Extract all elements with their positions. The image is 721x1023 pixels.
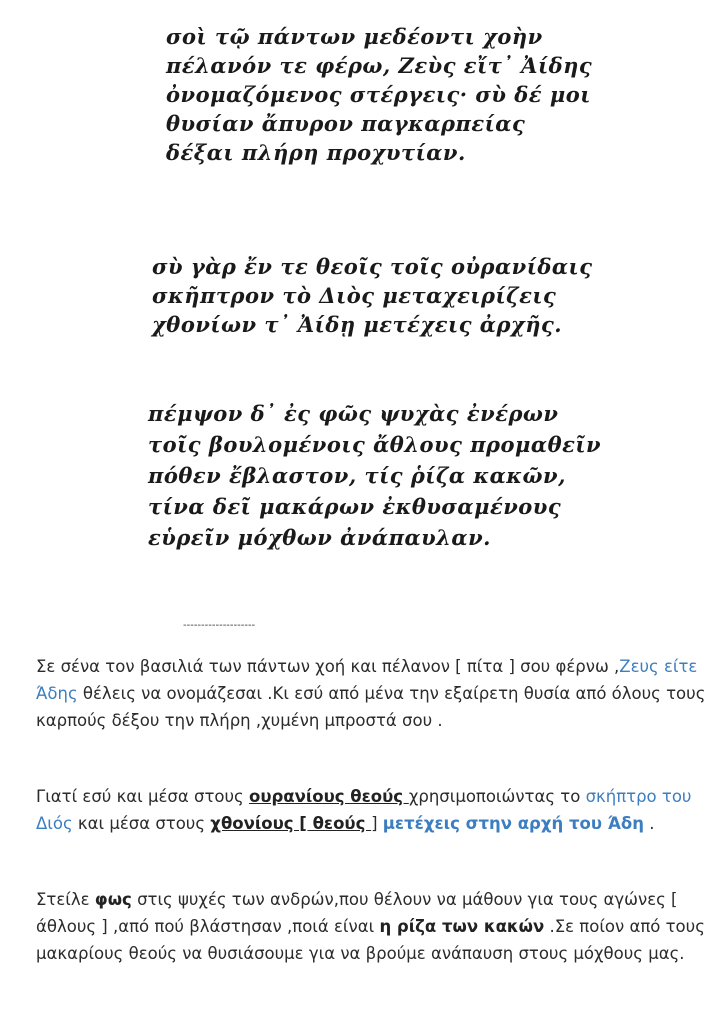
greek-line: χθονίων τ᾽ Ἀίδῃ μετέχεις ἀρχῆς.	[152, 312, 563, 337]
text-run: .	[644, 814, 655, 833]
translation-paragraph-1	[36, 653, 706, 734]
translation-paragraph-2	[36, 783, 706, 837]
text-run: στις ψυχές των ανδρών,που θέλουν να μάθουν για τους αγώνες [ άθλους ] ,από πού βλάστησαν ,ποιά είναι	[36, 890, 678, 936]
greek-stanza-3	[148, 398, 601, 553]
text-run: .Σε ποίον από τους μακαρίους θεούς να θυσιάσουμε για να βρούμε ανάπαυση στους μόχθους μας.	[36, 917, 705, 963]
separator-line: --------------------	[183, 620, 256, 631]
highlight-rule-of-hades: μετέχεις στην αρχή του Άδη	[382, 814, 644, 833]
greek-stanza-1	[166, 22, 592, 167]
emphasis-light: φως	[94, 890, 132, 909]
text-run: Στείλε	[36, 890, 95, 909]
text-run: χρησιμοποιώντας το	[408, 787, 586, 806]
translation-paragraph-3	[36, 886, 706, 967]
text-run: Σε σένα τον βασιλιά των πάντων χοή και πέλανον [ πίτα ] σου φέρνω ,	[36, 657, 620, 676]
text-run: ]	[371, 814, 383, 833]
emphasis-chthonic-gods: χθονίους [ θεούς	[210, 814, 372, 833]
greek-line: δέξαι πλήρη προχυτίαν.	[166, 140, 466, 165]
greek-stanza-2	[152, 252, 593, 339]
greek-line: ὀνομαζόμενος στέργεις· σὺ δέ μοι	[166, 82, 591, 107]
greek-line: θυσίαν ἄπυρον παγκαρπείας	[166, 111, 526, 136]
text-run: Γιατί εσύ και μέσα στους	[36, 787, 249, 806]
emphasis-root-of-evils: η ρίζα των κακών	[379, 917, 545, 936]
greek-line: τοῖς βουλομένοις ἄθλους προμαθεῖν	[148, 432, 602, 457]
greek-line: πόθεν ἔβλαστον, τίς ῥίζα κακῶν,	[148, 463, 566, 488]
text-run: θέλεις να ονομάζεσαι .Κι εσύ από μένα την εξαίρετη θυσία από όλους τους καρπούς δέξου την πλήρη ,χυμένη μπροστά σου .	[36, 684, 706, 730]
greek-line: σοὶ τῷ πάντων μεδέοντι χοὴν	[166, 24, 543, 49]
greek-line: σὺ γὰρ ἔν τε θεοῖς τοῖς οὐρανίδαις	[152, 254, 593, 279]
greek-line: εὑρεῖν μόχθων ἀνάπαυλαν.	[148, 525, 491, 550]
greek-line: σκῆπτρον τὸ Διὸς μεταχειρίζεις	[152, 283, 557, 308]
highlight-scepter-of-zeus: σκήπτρο του Διός	[36, 787, 692, 833]
highlight-zeus-hades: Ζευς είτε Άδης	[36, 657, 698, 703]
greek-line: πέμψον δ᾽ ἐς φῶς ψυχὰς ἐνέρων	[148, 401, 559, 426]
text-run: και μέσα στους	[72, 814, 211, 833]
greek-line: τίνα δεῖ μακάρων ἐκθυσαμένους	[148, 494, 562, 519]
greek-line: πέλανόν τε φέρω, Ζεὺς εἴτ᾽ Ἀίδης	[166, 53, 593, 78]
emphasis-heavenly-gods: ουρανίους θεούς	[248, 787, 409, 806]
